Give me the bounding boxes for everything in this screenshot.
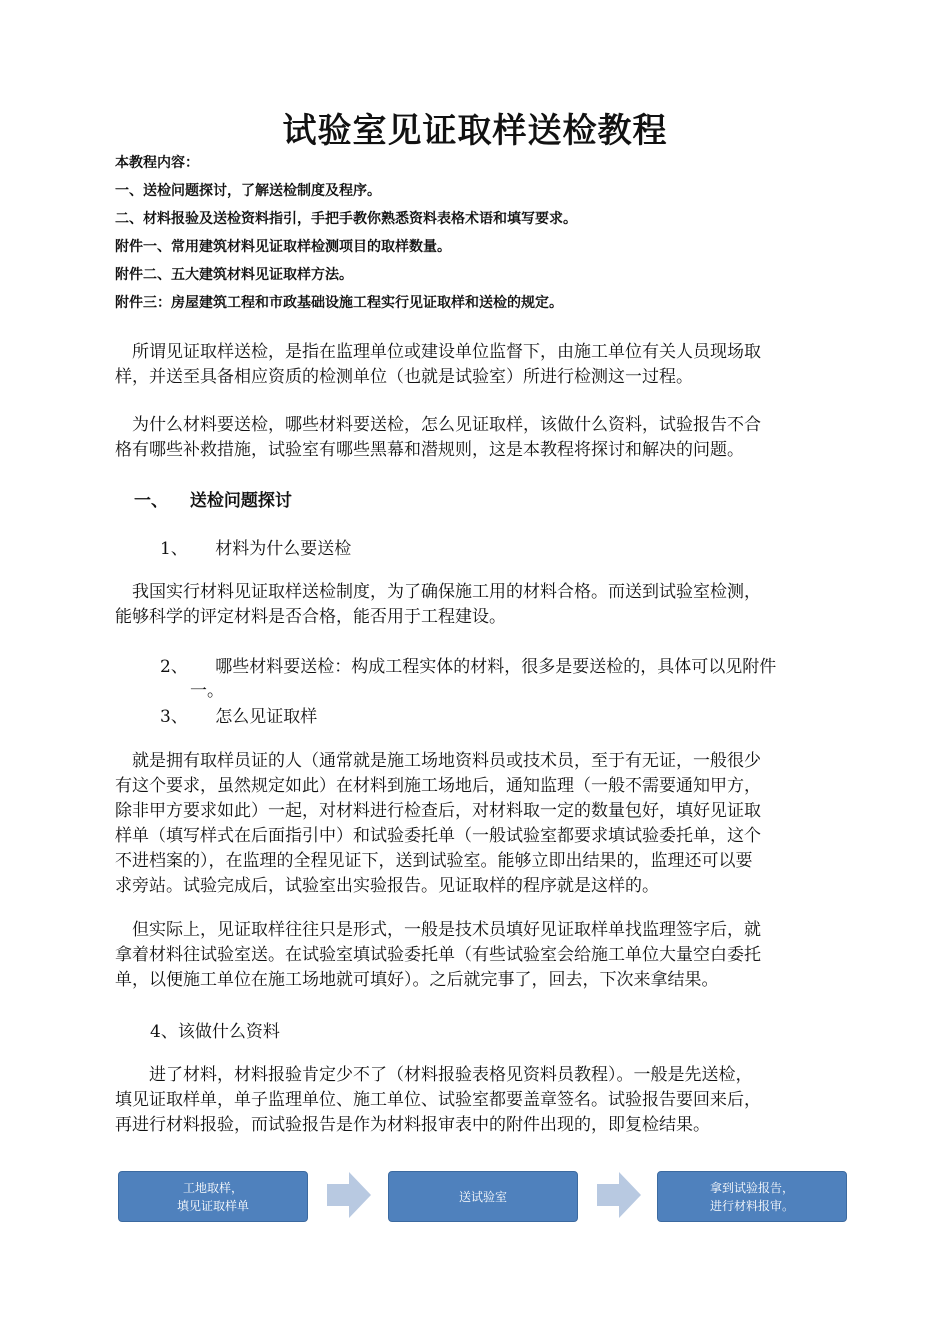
text-line: 所谓见证取样送检，是指在监理单位或建设单位监督下，由施工单位有关人员现场取 [115,342,761,362]
text-line: 就是拥有取样员证的人（通常就是施工场地资料员或技术员，至于有无证，一般很少 [115,751,761,771]
subheading-1 [160,534,351,559]
subheading-number: 3、 [160,707,188,727]
flow-step-send-to-lab [388,1171,578,1222]
text-line: 能够科学的评定材料是否合格，能否用于工程建设。 [115,607,506,627]
text-line: 我国实行材料见证取样送检制度，为了确保施工用的材料合格。而送到试验室检测， [115,582,761,602]
text-line: 不进档案的），在监理的全程见证下，送到试验室。能够立即出结果的，监理还可以要 [115,851,753,871]
section-heading [134,486,292,511]
flow-step-line: 进行材料报审。 [709,1198,794,1213]
text-line: 样，并送至具备相应资质的检测单位（也就是试验室）所进行检测这一过程。 [115,367,693,387]
intro-paragraph-2 [115,413,853,463]
text-line: 填见证取样单，单子监理单位、施工单位、试验室都要盖章签名。试验报告要回来后， [115,1090,761,1110]
toc-item-2: 二、材料报验及送检资料指引，手把手教你熟悉资料表格术语和填写要求。 [115,211,577,227]
document-title: 试验室见证取样送检教程 [282,111,668,151]
intro-paragraph-1 [115,340,853,390]
paragraph-why-test [115,580,853,630]
text-line: 进了材料，材料报验肯定少不了（材料报验表格见资料员教程）。一般是先送检， [115,1065,753,1085]
subheading-3 [160,702,317,727]
flow-step-report-review [657,1171,847,1222]
subheading-4: 4、该做什么资料 [150,1022,280,1042]
text-line: 有这个要求，虽然规定如此）在材料到施工场地后，通知监理（一般不需要通知甲方， [115,776,761,796]
flow-step-sampling [118,1171,308,1222]
flow-step-line: 送试验室 [458,1189,507,1204]
paragraph-in-practice [115,918,853,993]
text-line: 求旁站。试验完成后，试验室出实验报告。见证取样的程序就是这样的。 [115,876,659,896]
subheading-2-continuation: 一。 [190,681,224,701]
subheading-title: 怎么见证取样 [215,707,318,727]
flow-arrow-icon [327,1172,371,1218]
flow-arrow-icon [597,1172,641,1218]
text-line: 为什么材料要送检，哪些材料要送检，怎么见证取样，该做什么资料，试验报告不合 [115,415,761,435]
subheading-title: 材料为什么要送检 [215,539,352,559]
subheading-title: 哪些材料要送检：构成工程实体的材料，很多是要送检的，具体可以见附件 [215,657,777,677]
text-line: 格有哪些补救措施，试验室有哪些黑幕和潜规则，这是本教程将探讨和解决的问题。 [115,440,744,460]
subheading-2 [160,652,860,677]
paragraph-how-to-sample [115,749,853,899]
text-line: 再进行材料报验，而试验报告是作为材料报审表中的附件出现的，即复检结果。 [115,1115,710,1135]
text-line: 单，以便施工单位在施工场地就可填好）。之后就完事了，回去，下次来拿结果。 [115,970,719,990]
subheading-number: 1、 [160,539,188,559]
text-line: 拿着材料往试验室送。在试验室填试验委托单（有些试验室会给施工单位大量空白委托 [115,945,761,965]
toc-item-1: 一、送检问题探讨，了解送检制度及程序。 [115,183,381,199]
toc-item-appendix-2: 附件二、五大建筑材料见证取样方法。 [115,267,353,283]
flow-step-line: 拿到试验报告， [709,1180,794,1195]
toc-heading: 本教程内容： [115,155,199,171]
text-line: 样单（填写样式在后面指引中）和试验委托单（一般试验室都要求填试验委托单，这个 [115,826,761,846]
section-number: 一、 [134,491,168,511]
flow-step-line: 填见证取样单 [176,1198,249,1213]
toc-item-appendix-3: 附件三：房屋建筑工程和市政基础设施工程实行见证取样和送检的规定。 [115,295,563,311]
text-line: 但实际上，见证取样往往只是形式，一般是技术员填好见证取样单找监理签字后，就 [115,920,761,940]
flow-step-line: 工地取样， [182,1180,243,1195]
paragraph-documents [115,1063,853,1138]
section-title: 送检问题探讨 [189,491,292,511]
toc-item-appendix-1: 附件一、常用建筑材料见证取样检测项目的取样数量。 [115,239,451,255]
subheading-number: 2、 [160,657,188,677]
text-line: 除非甲方要求如此）一起，对材料进行检查后，对材料取一定的数量包好，填好见证取 [115,801,761,821]
